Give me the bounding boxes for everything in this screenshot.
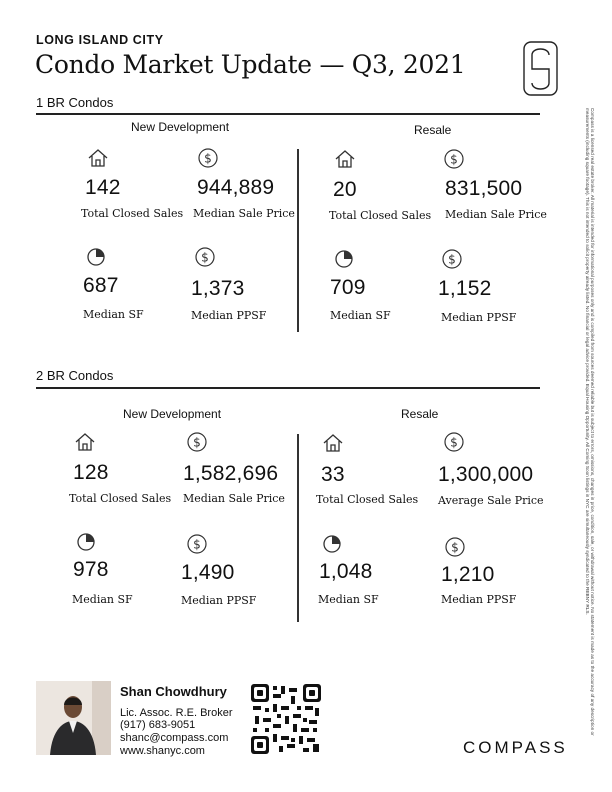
agent-name: Shan Chowdhury — [120, 684, 227, 699]
dollar-icon — [441, 248, 463, 270]
stat-value: 33 — [321, 463, 345, 486]
stat-value: 687 — [83, 274, 119, 297]
stat-total-closed-sales — [74, 431, 96, 458]
stat-median-sf — [321, 533, 343, 560]
stat-total-closed-sales — [322, 432, 344, 459]
stat-total-closed-sales — [87, 147, 109, 174]
stat-median-sale-price — [443, 148, 465, 175]
stat-value: 1,048 — [319, 560, 373, 583]
stat-label: Median SF — [72, 593, 133, 606]
house-icon — [322, 432, 344, 454]
stat-median-sf — [75, 531, 97, 558]
house-icon — [87, 147, 109, 169]
stat-label: Median SF — [330, 309, 391, 322]
stat-median-ppsf — [194, 246, 216, 273]
column-divider-2br — [297, 434, 299, 622]
section-divider-2br — [36, 387, 540, 389]
stat-label: Total Closed Sales — [81, 207, 184, 220]
stat-value: 1,582,696 — [183, 462, 279, 485]
stat-value: 1,373 — [191, 277, 245, 300]
stat-label: Total Closed Sales — [69, 492, 172, 505]
agent-portrait-icon — [36, 681, 111, 755]
agent-title: Lic. Assoc. R.E. Broker — [120, 707, 233, 719]
stat-value: 978 — [73, 558, 109, 581]
stat-label: Median SF — [83, 308, 144, 321]
stat-label: Median SF — [318, 593, 379, 606]
pie-chart-icon — [75, 531, 97, 553]
svg-text:$: $ — [451, 540, 459, 555]
stat-label: Median PPSF — [441, 311, 517, 324]
agent-email[interactable]: shanc@compass.com — [120, 732, 229, 744]
agent-photo — [36, 681, 111, 755]
stat-median-sale-price — [186, 431, 208, 458]
pie-chart-icon — [85, 246, 107, 268]
section-label-2br: 2 BR Condos — [36, 368, 114, 383]
stat-median-sf — [85, 246, 107, 273]
stat-label: Average Sale Price — [438, 494, 544, 507]
dollar-icon — [444, 536, 466, 558]
stat-median-ppsf — [186, 533, 208, 560]
svg-text:$: $ — [204, 151, 212, 166]
stat-median-ppsf — [444, 536, 466, 563]
pie-chart-icon — [333, 248, 355, 270]
stat-value: 20 — [333, 178, 357, 201]
stat-average-sale-price — [443, 431, 465, 458]
page-title: Condo Market Update — Q3, 2021 — [35, 50, 466, 79]
stat-value: 831,500 — [445, 177, 523, 200]
compass-wordmark: COMPASS — [463, 738, 568, 757]
stat-value: 944,889 — [197, 176, 275, 199]
stat-median-ppsf — [441, 248, 463, 275]
stat-value: 142 — [85, 176, 121, 199]
column-heading-resale: Resale — [401, 407, 439, 421]
agent-website[interactable]: www.shanyc.com — [120, 745, 205, 757]
dollar-icon — [186, 431, 208, 453]
dollar-icon — [443, 431, 465, 453]
column-divider-1br — [297, 149, 299, 332]
svg-text:$: $ — [450, 435, 458, 450]
svg-text:$: $ — [193, 435, 201, 450]
qr-code-icon[interactable] — [251, 684, 321, 754]
stat-value: 1,152 — [438, 277, 492, 300]
stat-value: 1,210 — [441, 563, 495, 586]
svg-text:$: $ — [201, 250, 209, 265]
section-divider-1br — [36, 113, 540, 115]
stat-value: 1,300,000 — [438, 463, 534, 486]
agent-phone[interactable]: (917) 683-9051 — [120, 719, 196, 731]
svg-text:$: $ — [193, 537, 201, 552]
stat-total-closed-sales — [334, 148, 356, 175]
svg-text:$: $ — [448, 252, 456, 267]
dollar-icon — [443, 148, 465, 170]
section-label-1br: 1 BR Condos — [36, 95, 114, 110]
stat-label: Median Sale Price — [445, 208, 547, 221]
house-icon — [334, 148, 356, 170]
pie-chart-icon — [321, 533, 343, 555]
stat-value: 709 — [330, 276, 366, 299]
column-heading-new-development: New Development — [123, 407, 222, 421]
dollar-icon — [197, 147, 219, 169]
neighborhood-kicker: LONG ISLAND CITY — [36, 33, 164, 47]
stat-value: 128 — [73, 461, 109, 484]
dollar-icon — [186, 533, 208, 555]
house-icon — [74, 431, 96, 453]
stat-value: 1,490 — [181, 561, 235, 584]
stat-label: Total Closed Sales — [329, 209, 432, 222]
stat-label: Median Sale Price — [183, 492, 285, 505]
stat-label: Median PPSF — [181, 594, 257, 607]
stat-label: Median PPSF — [191, 309, 267, 322]
stat-median-sf — [333, 248, 355, 275]
stat-label: Median PPSF — [441, 593, 517, 606]
stat-label: Median Sale Price — [193, 207, 295, 220]
stat-label: Total Closed Sales — [316, 493, 419, 506]
compass-logo-icon — [523, 41, 558, 96]
column-heading-new-development: New Development — [131, 120, 230, 134]
svg-text:$: $ — [450, 152, 458, 167]
column-heading-resale: Resale — [414, 123, 452, 137]
dollar-icon — [194, 246, 216, 268]
legal-disclaimer: Compass is a licensed real estate broker. All material is intended for informational purposes only and is compiled from sources deemed reliable but is subject to errors, omissions, changes in price, condition, sale, or withdrawal without notice. No statement is made as to the accuracy of any description or measurements (including square footage). This is not intended to solicit property already listed. No financial or legal advice provided. Equal Housing Opportunity. All Coming Soon listings in NYC are simultaneously syndicated to the REBNY RLS. — [584, 108, 595, 736]
stat-median-sale-price — [197, 147, 219, 174]
